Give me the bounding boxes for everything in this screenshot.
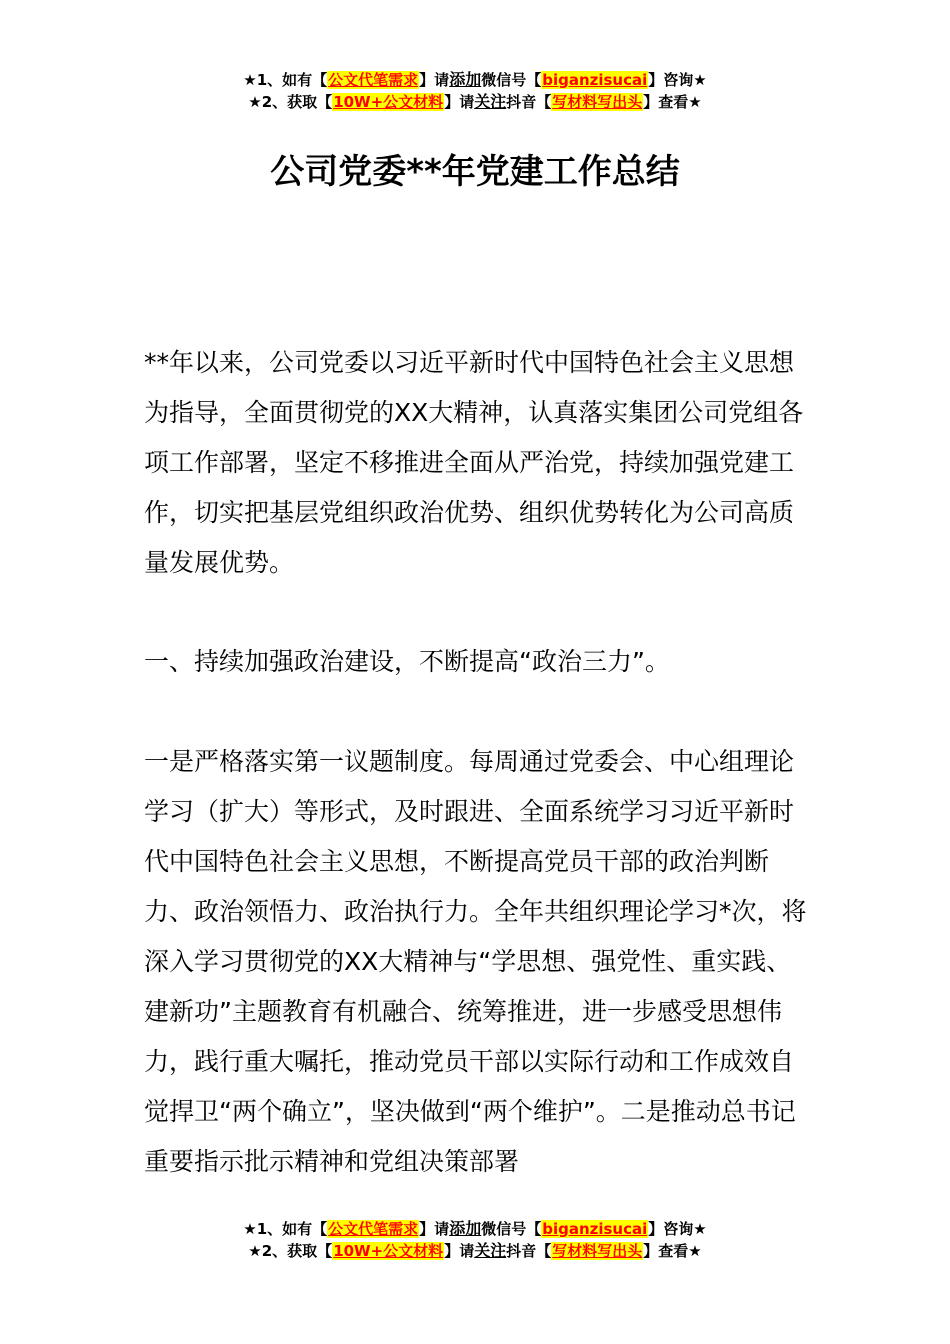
banner-prefix: ★2、获取【 bbox=[248, 93, 333, 111]
banner-text: 微信号【 bbox=[481, 1220, 542, 1238]
banner-prefix: ★2、获取【 bbox=[248, 1242, 333, 1260]
banner-text: 】请 bbox=[419, 71, 450, 89]
section-heading bbox=[144, 637, 808, 687]
intro-paragraph bbox=[144, 338, 808, 588]
banner-emphasis: 关注 bbox=[474, 1241, 507, 1260]
section-body-text: 一是严格落实第一议题制度。每周通过党委会、中心组理论学习（扩大）等形式，及时跟进、全面系统学习习近平新时代中国特色社会主义思想，不断提高党员干部的政治判断力、政治领悟力、政治执行力。全年共组织理论学习*次，将深入学习贯彻党的XX大精神与“学思想、强党性、重实践、建新功”主题教育有机融合、统筹推进，进一步感受思想伟力，践行重大嘱托，推动党员干部以实际行动和工作成效自觉捍卫“两个确立”，坚决做到“两个维护”。二是推动总书记重要指示批示精神和党组决策部署 bbox=[144, 747, 807, 1176]
banner-text: 抖音【 bbox=[506, 93, 552, 111]
banner-prefix: ★1、如有【 bbox=[243, 1220, 328, 1238]
banner-text: 微信号【 bbox=[481, 71, 542, 89]
banner-text: 抖音【 bbox=[506, 1242, 552, 1260]
header-banner bbox=[0, 69, 950, 113]
banner-suffix: 】咨询★ bbox=[648, 71, 707, 89]
banner-text: 】请 bbox=[419, 1220, 450, 1238]
highlight-materials: 10W+公文材料 bbox=[333, 1242, 444, 1260]
banner-emphasis: 关注 bbox=[474, 92, 507, 111]
intro-text: **年以来，公司党委以习近平新时代中国特色社会主义思想为指导，全面贯彻党的XX大精神，认真落实集团公司党组各项工作部署，坚定不移推进全面从严治党，持续加强党建工作，切实把基层党组织政治优势、组织优势转化为公司高质量发展优势。 bbox=[144, 348, 804, 577]
banner-prefix: ★1、如有【 bbox=[243, 71, 328, 89]
highlight-ghostwriting: 公文代笔需求 bbox=[328, 1220, 419, 1238]
highlight-wechat-id: biganzisucai bbox=[542, 71, 648, 89]
banner-emphasis: 添加 bbox=[449, 1219, 482, 1238]
highlight-materials: 10W+公文材料 bbox=[333, 93, 444, 111]
document-title: 公司党委**年党建工作总结 bbox=[270, 152, 680, 192]
banner-suffix: 】查看★ bbox=[643, 93, 702, 111]
banner-line-1 bbox=[0, 1218, 950, 1240]
banner-line-1 bbox=[0, 69, 950, 91]
highlight-ghostwriting: 公文代笔需求 bbox=[328, 71, 419, 89]
highlight-douyin: 写材料写出头 bbox=[552, 93, 643, 111]
banner-line-2 bbox=[0, 1240, 950, 1262]
highlight-douyin: 写材料写出头 bbox=[552, 1242, 643, 1260]
banner-suffix: 】咨询★ bbox=[648, 1220, 707, 1238]
banner-text: 】请 bbox=[444, 93, 475, 111]
section-heading-text: 一、持续加强政治建设，不断提高“政治三力”。 bbox=[144, 647, 670, 676]
banner-line-2 bbox=[0, 91, 950, 113]
banner-text: 】请 bbox=[444, 1242, 475, 1260]
banner-emphasis: 添加 bbox=[449, 70, 482, 89]
footer-banner bbox=[0, 1218, 950, 1262]
section-body bbox=[144, 737, 808, 1187]
banner-suffix: 】查看★ bbox=[643, 1242, 702, 1260]
highlight-wechat-id: biganzisucai bbox=[542, 1220, 648, 1238]
